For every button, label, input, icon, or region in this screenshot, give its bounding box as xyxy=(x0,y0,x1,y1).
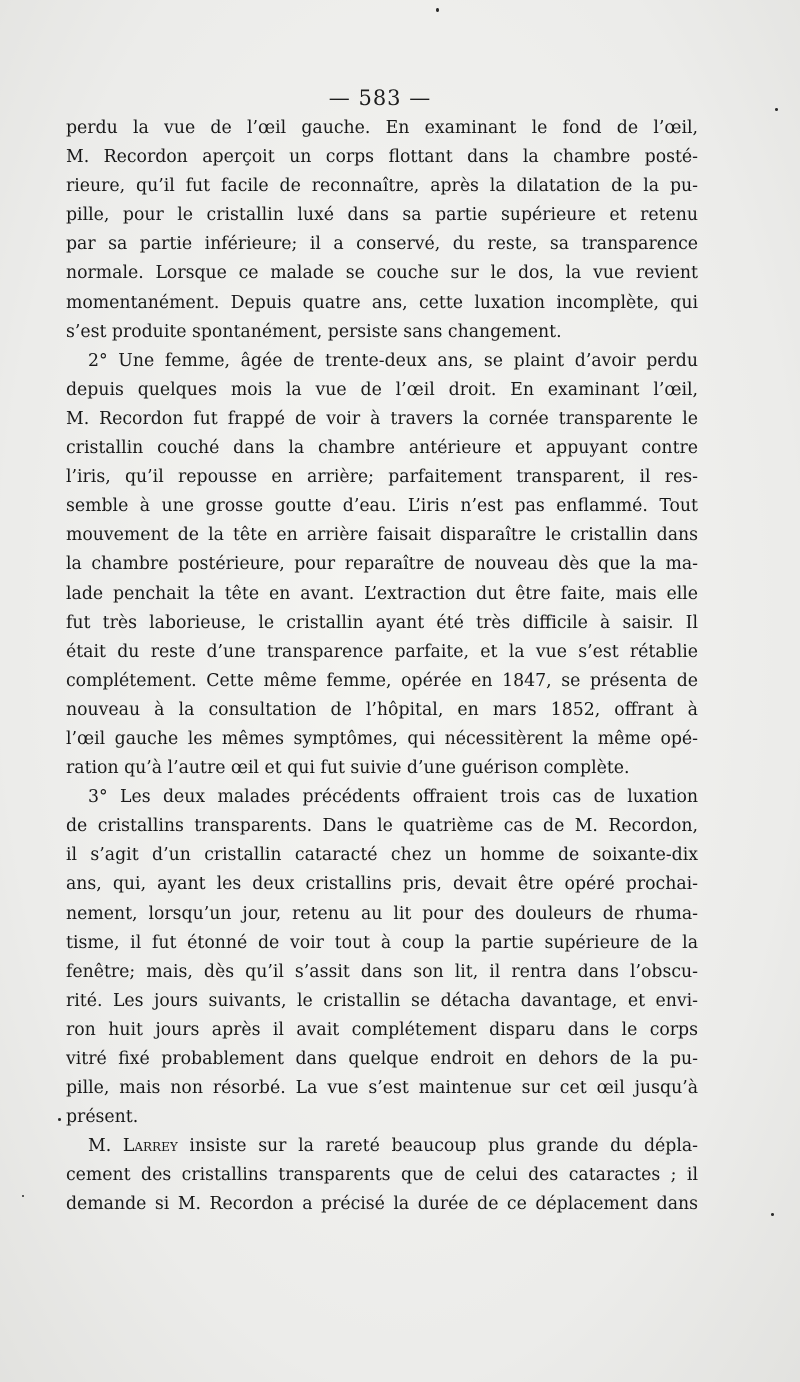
text-line: présent. xyxy=(66,1107,139,1128)
text-line: semble à une grosse goutte d’eau. L’iris n’est pas enflammé. Tout xyxy=(66,496,698,517)
text-line: 3° Les deux malades précédents offraient trois cas de luxation xyxy=(88,787,698,808)
text-line: il s’agit d’un cristallin cataracté chez un homme de soixante-dix xyxy=(66,845,698,866)
text-line: s’est produite spontanément, persiste sans changement. xyxy=(66,321,562,342)
text-line: 2° Une femme, âgée de trente-deux ans, se plaint d’avoir perdu xyxy=(88,350,698,371)
text-line: pille, pour le cristallin luxé dans sa partie supérieure et retenu xyxy=(66,205,698,226)
text-line: l’iris, qu’il repousse en arrière; parfaitement transparent, il res- xyxy=(66,467,698,488)
text-line: rité. Les jours suivants, le cristallin se détacha davantage, et envi- xyxy=(66,990,698,1011)
text-line: lade penchait la tête en avant. L’extraction dut être faite, mais elle xyxy=(66,583,698,604)
ink-speck xyxy=(436,8,439,12)
text-line: ration qu’à l’autre œil et qui fut suivie d’une guérison complète. xyxy=(66,758,630,779)
text-line: fut très laborieuse, le cristallin ayant été très difficile à saisir. Il xyxy=(66,612,698,633)
page-number: — 583 — xyxy=(328,86,432,110)
text-line: rieure, qu’il fut facile de reconnaître, après la dilatation de la pu- xyxy=(66,176,698,197)
text-line: demande si M. Recordon a précisé la durée de ce déplacement dans xyxy=(66,1194,698,1215)
text-line: la chambre postérieure, pour reparaître de nouveau dès que la ma- xyxy=(66,554,698,575)
text-line: de cristallins transparents. Dans le quatrième cas de M. Recordon, xyxy=(66,816,698,837)
ink-speck xyxy=(771,1213,774,1216)
text-line: ans, qui, ayant les deux cristallins pris, devait être opéré prochai- xyxy=(66,874,698,895)
text-line: cristallin couché dans la chambre antérieure et appuyant contre xyxy=(66,438,698,459)
text-line: depuis quelques mois la vue de l’œil droit. En examinant l’œil, xyxy=(66,379,698,400)
ink-speck xyxy=(22,1195,24,1197)
text-line: nement, lorsqu’un jour, retenu au lit pour des douleurs de rhuma- xyxy=(66,903,698,924)
text-line: perdu la vue de l’œil gauche. En examinant le fond de l’œil, xyxy=(66,118,698,138)
text-line: M. Larrey insiste sur la rareté beaucoup plus grande du dépla- xyxy=(88,1136,698,1157)
text-line: complétement. Cette même femme, opérée en 1847, se présenta de xyxy=(66,670,698,691)
text-line: vitré fixé probablement dans quelque endroit en dehors de la pu- xyxy=(66,1049,698,1069)
ink-speck xyxy=(58,1118,61,1121)
text-line: M. Recordon fut frappé de voir à travers la cornée transparente le xyxy=(66,408,698,429)
text-line: par sa partie inférieure; il a conservé, du reste, sa transparence xyxy=(66,234,698,255)
text-line: M. Recordon aperçoit un corps flottant dans la chambre posté- xyxy=(66,147,698,168)
text-line: pille, mais non résorbé. La vue s’est maintenue sur cet œil jusqu’à xyxy=(66,1078,698,1099)
ink-speck xyxy=(775,108,778,111)
text-line: cement des cristallins transparents que de celui des cataractes ; il xyxy=(66,1165,698,1186)
body-text xyxy=(66,114,698,1220)
text-line: momentanément. Depuis quatre ans, cette luxation incomplète, qui xyxy=(66,292,698,313)
text-line: normale. Lorsque ce malade se couche sur le dos, la vue revient xyxy=(66,263,698,284)
text-line: mouvement de la tête en arrière faisait disparaître le cristallin dans xyxy=(66,525,698,546)
text-line: était du reste d’une transparence parfaite, et la vue s’est rétablie xyxy=(66,641,698,662)
text-line: l’œil gauche les mêmes symptômes, qui nécessitèrent la même opé- xyxy=(66,728,698,749)
text-line: tisme, il fut étonné de voir tout à coup la partie supérieure de la xyxy=(66,932,698,953)
text-line: fenêtre; mais, dès qu’il s’assit dans son lit, il rentra dans l’obscu- xyxy=(66,961,698,982)
text-line: nouveau à la consultation de l’hôpital, en mars 1852, offrant à xyxy=(66,699,698,720)
text-line: ron huit jours après il avait complétement disparu dans le corps xyxy=(66,1019,698,1040)
